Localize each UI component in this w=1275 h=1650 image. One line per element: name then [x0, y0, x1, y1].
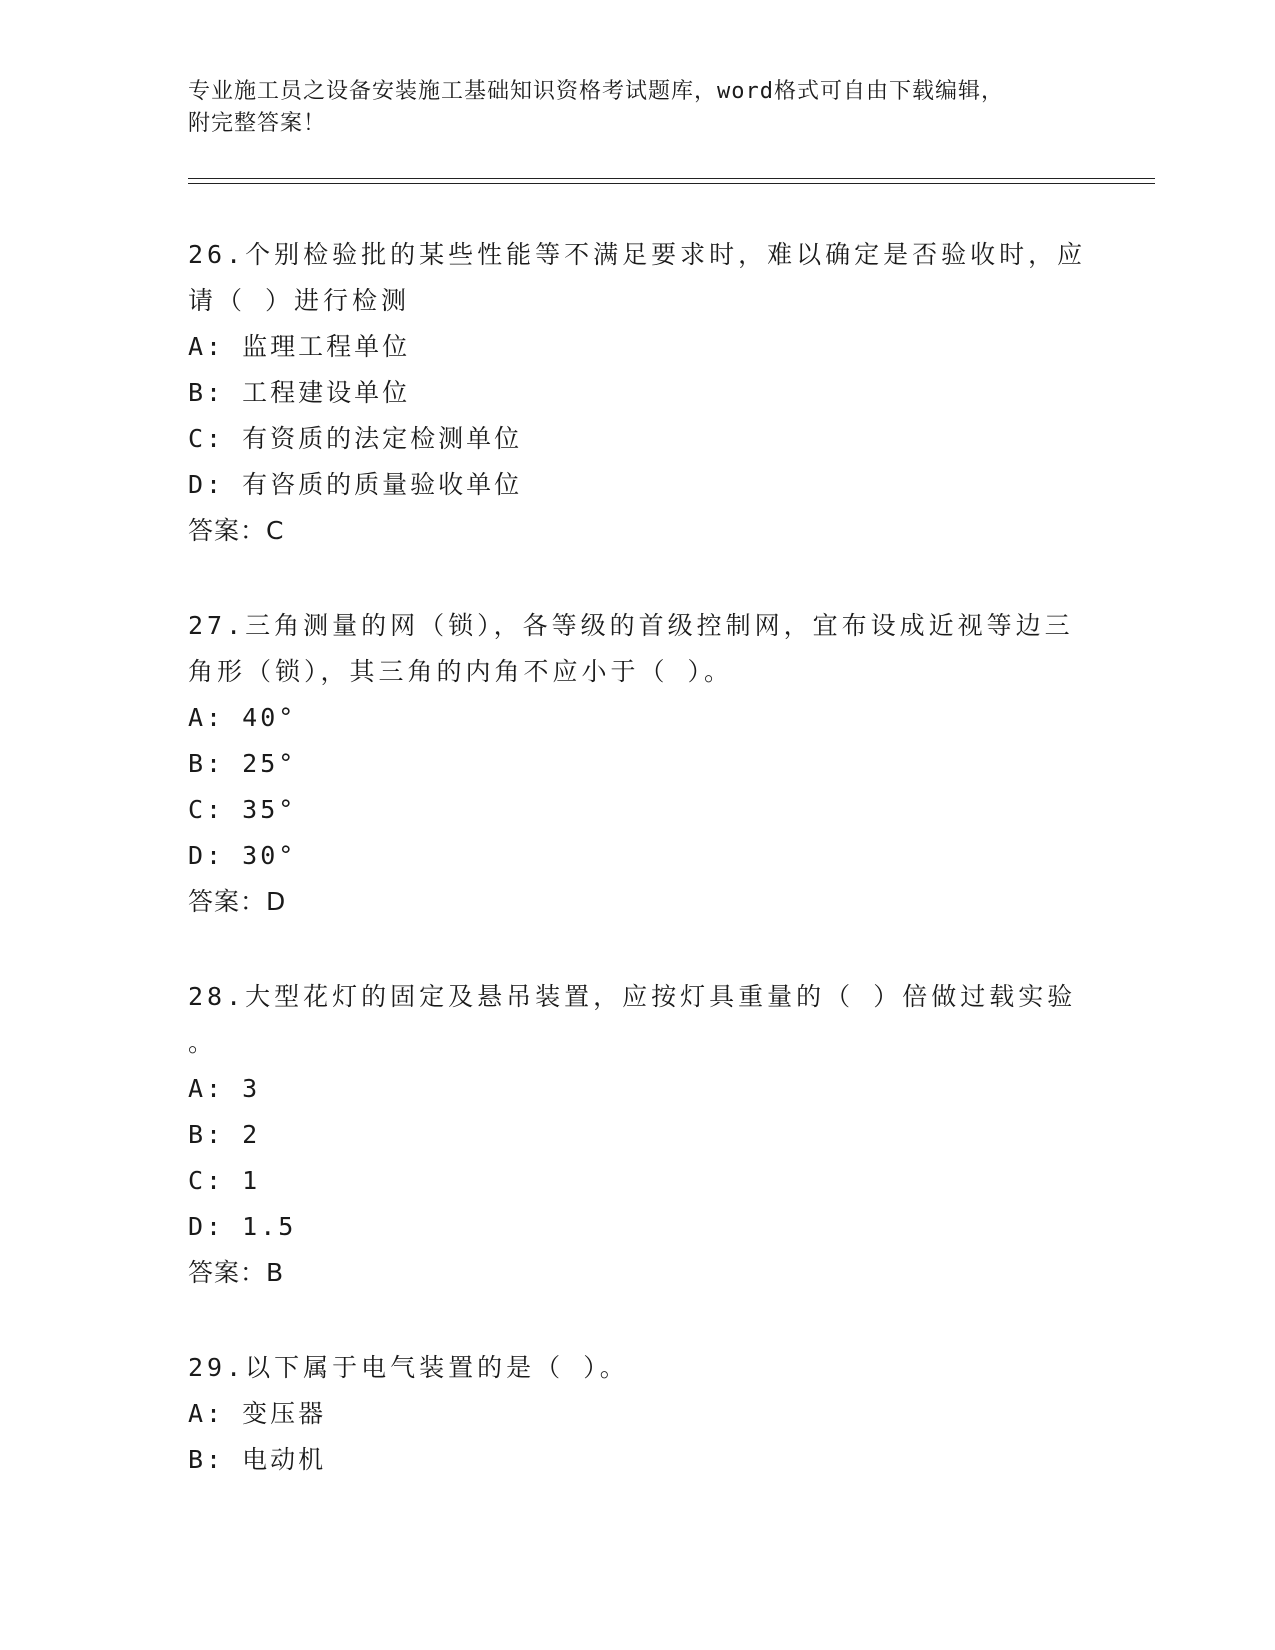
- option-a: A: 监理工程单位: [188, 332, 411, 361]
- option-a: A: 3: [188, 1074, 261, 1103]
- option-b: B: 电动机: [188, 1445, 327, 1474]
- option-c: C: 35°: [188, 795, 297, 824]
- question-stem-line: 请（ ）进行检测: [188, 286, 411, 315]
- option-d: D: 30°: [188, 841, 297, 870]
- question-stem-line: 27.三角测量的网（锁），各等级的首级控制网，宜布设成近视等边三: [188, 611, 1074, 640]
- option-b: B: 工程建设单位: [188, 378, 411, 407]
- question-stem-line: 26.个别检验批的某些性能等不满足要求时，难以确定是否验收时，应: [188, 240, 1087, 269]
- document-header: [188, 76, 1088, 140]
- question-29: [188, 1345, 1088, 1483]
- option-b: B: 25°: [188, 749, 297, 778]
- question-27: [188, 603, 1088, 925]
- answer-line: 答案：C: [188, 516, 285, 545]
- header-divider-bottom: [188, 183, 1155, 184]
- answer-line: 答案：D: [188, 887, 287, 916]
- question-stem-line: 角形（锁），其三角的内角不应小于（ ）。: [188, 657, 734, 686]
- option-a: A: 40°: [188, 703, 297, 732]
- option-d: D: 1.5: [188, 1212, 297, 1241]
- question-26: [188, 232, 1088, 554]
- question-list: [188, 232, 1088, 1532]
- header-divider-top: [188, 178, 1155, 179]
- question-stem-line: 28.大型花灯的固定及悬吊装置，应按灯具重量的（ ）倍做过载实验: [188, 982, 1077, 1011]
- option-b: B: 2: [188, 1120, 261, 1149]
- option-c: C: 1: [188, 1166, 261, 1195]
- question-28: [188, 974, 1088, 1296]
- question-stem-line: 。: [188, 1028, 218, 1057]
- header-line-2: 附完整答案！: [188, 111, 327, 136]
- option-a: A: 变压器: [188, 1399, 327, 1428]
- answer-line: 答案：B: [188, 1258, 285, 1287]
- question-stem-line: 29.以下属于电气装置的是（ ）。: [188, 1353, 629, 1382]
- option-d: D: 有咨质的质量验收单位: [188, 470, 523, 499]
- header-line-1: 专业施工员之设备安装施工基础知识资格考试题库，word格式可自由下载编辑，: [188, 79, 1004, 104]
- option-c: C: 有资质的法定检测单位: [188, 424, 523, 453]
